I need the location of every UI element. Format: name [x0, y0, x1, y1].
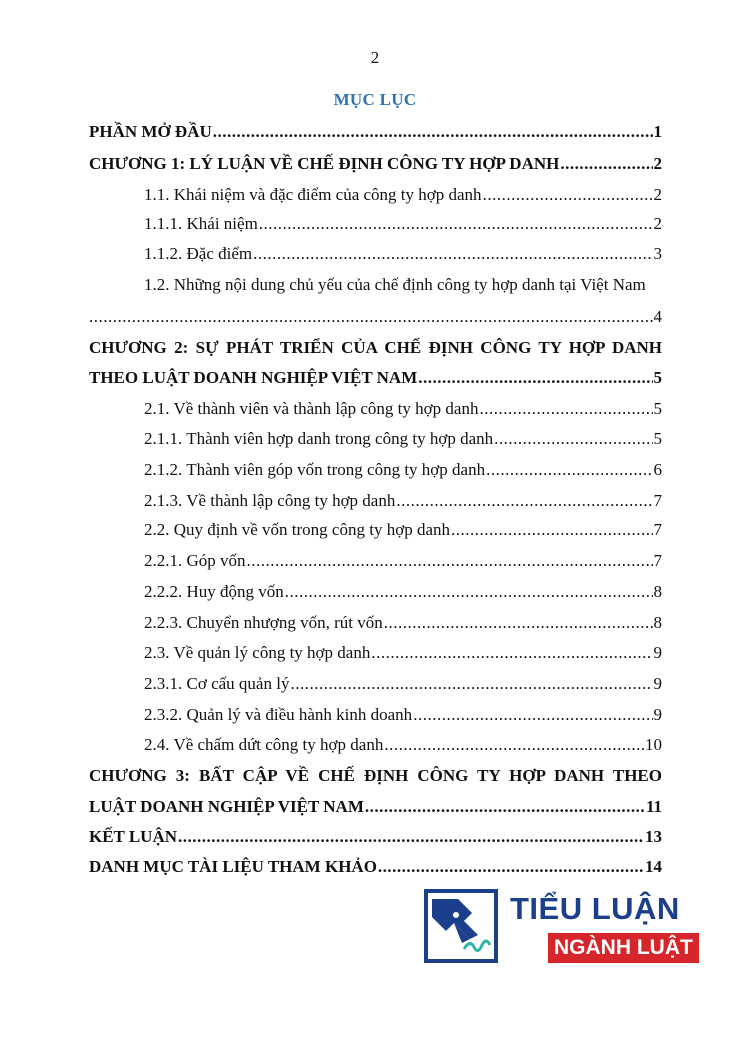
logo-title: TIỂU LUẬN — [510, 891, 680, 926]
toc-entry-2-1-2[interactable]: 2.1.2. Thành viên góp vốn trong công ty hợp danh ..... 6 — [144, 460, 662, 480]
toc-entry-2-3[interactable]: 2.3. Về quản lý công ty hợp danh ..... 9 — [144, 643, 662, 663]
toc-entry-1-2-text[interactable]: 1.2. Những nội dung chủ yếu của chế định công ty hợp danh tại Việt Nam — [144, 275, 646, 294]
toc-entry-chapter-3-line1[interactable]: CHƯƠNG 3: BẤT CẬP VỀ CHẾ ĐỊNH CÔNG TY HỢP DANH THEO — [89, 766, 662, 785]
toc-entry-2-4[interactable]: 2.4. Về chấm dứt công ty hợp danh ..... 10 — [144, 735, 662, 755]
page-number: 2 — [370, 48, 380, 67]
toc-entry-2-2-2[interactable]: 2.2.2. Huy động vốn ..... 8 — [144, 582, 662, 602]
logo — [424, 889, 693, 965]
logo-badge: NGÀNH LUẬT — [548, 933, 699, 963]
toc-entry-chapter-3-line2[interactable]: LUẬT DOANH NGHIỆP VIỆT NAM ..... 11 — [89, 797, 662, 817]
toc-entry-chapter-2-line2[interactable]: THEO LUẬT DOANH NGHIỆP VIỆT NAM ..... 5 — [89, 368, 662, 388]
toc-entry-2-1-1[interactable]: 2.1.1. Thành viên hợp danh trong công ty hợp danh ..... 5 — [144, 429, 662, 449]
toc-entry-2-3-1[interactable]: 2.3.1. Cơ cấu quản lý ..... 9 — [144, 674, 662, 694]
toc-entry-2-1-3[interactable]: 2.1.3. Về thành lập công ty hợp danh ..... 7 — [144, 491, 662, 511]
toc-entry-chapter-1[interactable]: CHƯƠNG 1: LÝ LUẬN VỀ CHẾ ĐỊNH CÔNG TY HỢP DANH ..... 2 — [89, 154, 662, 174]
toc-entry-1-1-1[interactable]: 1.1.1. Khái niệm ..... 2 — [144, 214, 662, 234]
toc-entry-1-1[interactable]: 1.1. Khái niệm và đặc điểm của công ty hợp danh ..... 2 — [144, 185, 662, 205]
toc-entry-1-1-2[interactable]: 1.1.2. Đặc điểm ..... 3 — [144, 244, 662, 264]
toc-entry-2-1[interactable]: 2.1. Về thành viên và thành lập công ty hợp danh ..... 5 — [144, 399, 662, 419]
toc-entry-intro[interactable]: PHẦN MỞ ĐẦU ..... 1 — [89, 122, 662, 142]
toc-entry-1-2-leader[interactable]: ..... 4 — [89, 307, 662, 327]
toc-entry-2-3-2[interactable]: 2.3.2. Quản lý và điều hành kinh doanh ..... 9 — [144, 705, 662, 725]
toc-entry-chapter-2-line1[interactable]: CHƯƠNG 2: SỰ PHÁT TRIỂN CỦA CHẾ ĐỊNH CÔNG TY HỢP DANH — [89, 338, 662, 357]
toc-entry-2-2-3[interactable]: 2.2.3. Chuyển nhượng vốn, rút vốn ..... 8 — [144, 613, 662, 633]
pen-nib-icon — [424, 889, 498, 963]
toc-entry-2-2-1[interactable]: 2.2.1. Góp vốn ..... 7 — [144, 551, 662, 571]
toc-title: MỤC LỤC — [333, 90, 417, 109]
toc-entry-conclusion[interactable]: KẾT LUẬN ..... 13 — [89, 827, 662, 847]
toc-entry-references[interactable]: DANH MỤC TÀI LIỆU THAM KHẢO ..... 14 — [89, 857, 662, 877]
toc-entry-2-2[interactable]: 2.2. Quy định về vốn trong công ty hợp danh ..... 7 — [144, 520, 662, 540]
